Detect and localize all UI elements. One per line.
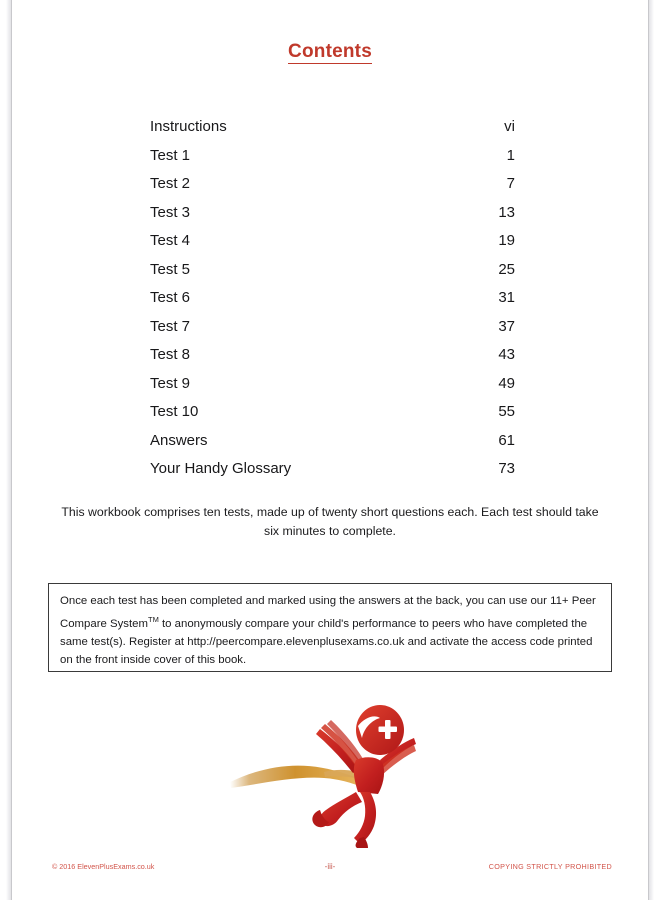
toc-row[interactable]	[150, 118, 515, 147]
page-right-edge	[648, 0, 649, 900]
table-of-contents	[150, 118, 515, 489]
toc-row[interactable]	[150, 318, 515, 347]
toc-entry-page: 1	[506, 146, 515, 164]
page-title-text: Contents	[288, 41, 372, 62]
toc-entry-label: Test 3	[150, 203, 191, 221]
toc-entry-label: Test 9	[150, 374, 191, 392]
finish-tape-left	[230, 766, 366, 789]
intro-paragraph: This workbook comprises ten tests, made up of twenty short questions each. Each test should take six minutes to complete.	[61, 505, 599, 538]
toc-entry-label: Test 8	[150, 346, 191, 363]
toc-entry-label: Answers	[150, 431, 208, 449]
toc-entry-page: 73	[498, 460, 515, 477]
toc-entry-page: 31	[498, 289, 515, 306]
toc-row[interactable]	[150, 175, 515, 204]
toc-entry-page: 19	[498, 232, 515, 249]
toc-row[interactable]	[150, 460, 515, 489]
toc-entry-label: Instructions	[150, 118, 227, 135]
footer-copyright: © 2016 ElevenPlusExams.co.uk	[52, 862, 155, 871]
toc-entry-page: 55	[498, 403, 515, 420]
notice-part-2: to anonymously compare your child's performance to peers who have completed the same test(s). Register at http://peercompare.elevenplusexams.co.uk and activate the access code printed on the front inside cover of this book.	[60, 617, 593, 667]
toc-entry-label: Test 4	[150, 232, 191, 249]
toc-entry-page: 7	[506, 175, 515, 192]
page-left-edge	[11, 0, 12, 900]
page-right-edge-shadow	[649, 0, 654, 900]
toc-entry-label: Test 6	[150, 289, 191, 306]
toc-entry-page: 61	[498, 431, 515, 449]
toc-entry-page: vi	[504, 118, 515, 135]
toc-row[interactable]	[150, 232, 515, 261]
toc-entry-page: 25	[498, 260, 515, 278]
toc-entry-label: Your Handy Glossary	[150, 460, 292, 477]
toc-entry-label: Test 1	[150, 146, 191, 164]
footer-page-number: -iii-	[324, 862, 336, 871]
toc-row[interactable]	[150, 432, 515, 461]
trademark-symbol: TM	[148, 614, 159, 624]
toc-entry-page: 49	[498, 374, 515, 392]
toc-entry-label: Test 10	[150, 403, 199, 420]
footer-copying-notice: COPYING STRICTLY PROHIBITED	[488, 862, 612, 871]
notice-part-1: Once each test has been completed and marked using the answers at the back, you can use our 11+ Peer Compare System	[60, 595, 596, 630]
peer-compare-notice-box	[48, 583, 612, 672]
toc-row[interactable]	[150, 147, 515, 176]
toc-entry-page: 43	[498, 346, 515, 363]
peer-compare-notice-text	[60, 592, 602, 670]
toc-entry-label: Test 2	[150, 175, 191, 192]
toc-row[interactable]	[150, 261, 515, 290]
toc-entry-label: Test 5	[150, 260, 191, 278]
toc-row[interactable]	[150, 289, 515, 318]
toc-row[interactable]	[150, 375, 515, 404]
page-title	[0, 41, 660, 63]
toc-entry-page: 37	[498, 317, 515, 335]
toc-row[interactable]	[150, 204, 515, 233]
toc-row[interactable]	[150, 403, 515, 432]
elevenplusexams-runner-logo	[228, 700, 432, 848]
toc-row[interactable]	[150, 346, 515, 375]
toc-entry-label: Test 7	[150, 317, 191, 335]
toc-entry-page: 13	[498, 203, 515, 221]
runner-torso	[354, 757, 384, 794]
